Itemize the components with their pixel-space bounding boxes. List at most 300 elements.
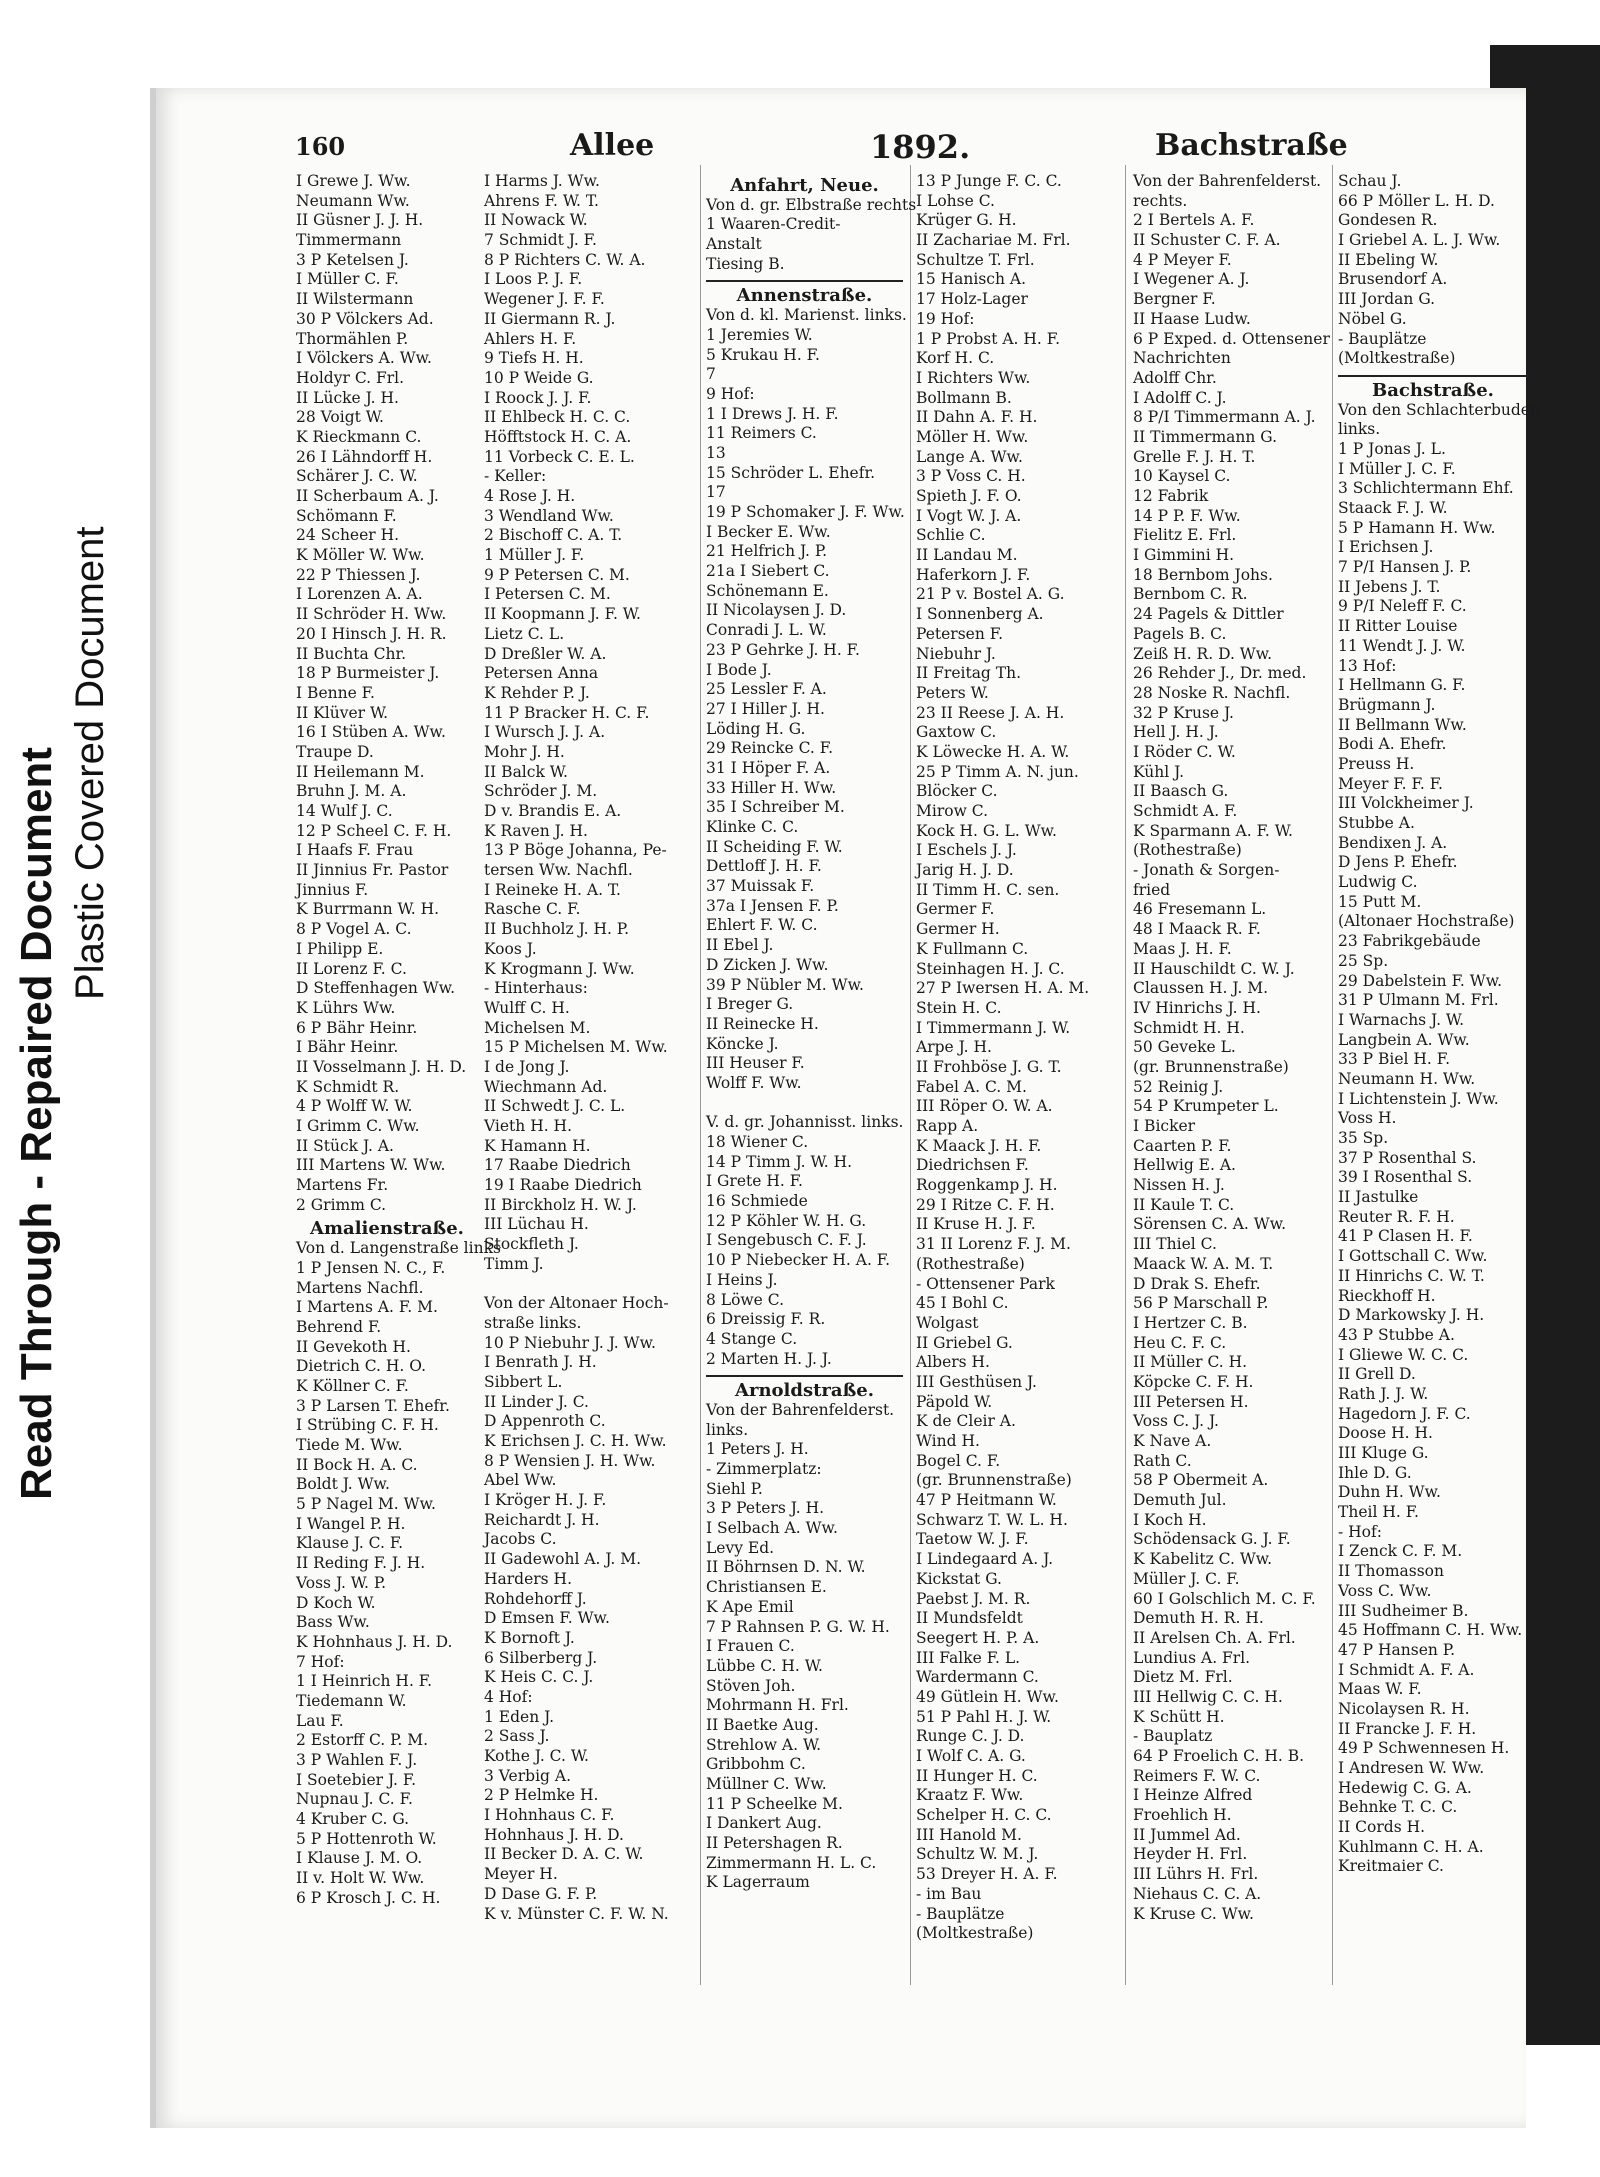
directory-entry: 25 P Timm A. N. jun. [916,762,1079,781]
directory-entry: 31 I Höper F. A. [706,758,831,777]
directory-entry: 26 Rehder J., Dr. med. [1133,664,1307,683]
header-right-street: Bachstraße [1155,128,1348,163]
directory-entry: I Timmermann J. W. [916,1018,1071,1037]
directory-entry: Meyer F. F. F. [1338,774,1443,793]
directory-entry: 52 Reinig J. [1133,1077,1224,1096]
directory-entry: Petersen Anna [484,664,599,683]
directory-entry: (gr. Brunnenstraße) [1133,1057,1289,1076]
directory-entry: 2 Grimm C. [296,1195,387,1214]
directory-entry: Brusendorf A. [1338,270,1448,289]
directory-entry: Kreitmaier C. [1338,1857,1444,1876]
directory-entry: Ihle D. G. [1338,1463,1412,1482]
directory-entry: Klinke C. C. [706,818,799,836]
directory-entry: II Klüver W. [296,703,389,722]
directory-entry: Roggenkamp J. H. [916,1176,1058,1195]
directory-entry: Ludwig C. [1338,873,1418,892]
directory-entry: Blöcker C. [916,782,998,801]
directory-entry: Reimers F. W. C. [1133,1766,1261,1785]
directory-entry: tersen Ww. Nachfl. [484,861,633,880]
side-label-plastic: Plastic Covered Document [68,526,112,1000]
directory-entry: D Drak S. Ehefr. [1133,1274,1261,1293]
directory-entry: 29 Dabelstein F. Ww. [1338,971,1503,990]
directory-entry: II Landau M. [916,546,1018,565]
directory-entry: Gribbohm C. [706,1755,806,1774]
directory-entry: K Schütt H. [1133,1707,1225,1726]
directory-entry: Rath C. [1133,1451,1192,1470]
directory-entry: 39 P Nübler M. Ww. [706,975,864,994]
directory-entry: II Lorenz F. C. [296,959,407,978]
directory-entry: D Zicken J. Ww. [706,955,829,974]
directory-entry: 21 P v. Bostel A. G. [916,585,1065,604]
directory-entry: Bendixen J. A. [1338,833,1448,852]
directory-entry: Tiesing B. [706,254,785,273]
directory-entry: 6 P Bähr Heinr. [296,1018,418,1037]
directory-entry: I Selbach A. Ww. [706,1519,838,1538]
directory-column-6 [1338,172,1540,1877]
directory-entry: 2 P Helmke H. [484,1786,599,1805]
directory-entry: - Keller: [484,467,547,486]
directory-entry: I Bähr Heinr. [296,1038,399,1057]
directory-entry: - Hinterhaus: [484,979,588,998]
directory-entry: I Bode J. [706,660,772,679]
directory-entry: Steinhagen H. J. C. [916,959,1065,978]
directory-entry: 66 P Möller L. H. D. [1338,191,1495,210]
directory-entry: I Grimm C. Ww. [296,1117,420,1135]
directory-entry: II Linder J. C. [484,1392,589,1411]
directory-entry: Behrend F. [296,1317,382,1336]
directory-entry: Päpold W. [916,1392,993,1411]
directory-entry: 23 P Gehrke J. H. F. [706,640,860,659]
directory-entry: 1 I Heinrich H. F. [296,1672,433,1691]
directory-entry: 16 I Stüben A. Ww. [296,723,446,742]
directory-entry: Stein H. C. [916,998,1002,1017]
directory-entry: Pagels B. C. [1133,624,1227,643]
page-header [295,128,1535,168]
directory-entry: Nicolaysen R. H. [1338,1699,1470,1718]
directory-entry: I Wangel P. H. [296,1514,406,1533]
directory-entry: Reuter R. F. H. [1338,1207,1455,1226]
directory-entry: 3 P Peters J. H. [706,1499,825,1518]
directory-entry: Nachrichten [1133,349,1231,368]
directory-entry: Mohr J. H. [484,742,565,761]
directory-entry: Kühl J. [1133,762,1185,781]
directory-entry: Voss C. Ww. [1338,1581,1432,1600]
header-left-street: Allee [570,128,655,163]
directory-entry: 4 Kruber C. G. [296,1810,410,1829]
directory-entry: 6 Dreissig F. R. [706,1310,826,1329]
directory-entry: II Ehlbeck H. C. C. [484,408,631,427]
directory-entry: Nupnau J. C. F. [296,1790,413,1809]
directory-entry: Stubbe A. [1338,814,1415,832]
directory-entry: II Reding F. J. H. [296,1554,426,1573]
directory-entry: D Markowsky J. H. [1338,1306,1485,1325]
directory-entry: Behnke T. C. C. [1338,1798,1458,1817]
directory-entry: Christiansen E. [706,1578,827,1597]
directory-entry: I Sengebusch C. F. J. [706,1231,867,1250]
directory-entry: 22 P Thiessen J. [296,565,421,584]
directory-entry: 2 Marten H. J. J. [706,1349,832,1368]
directory-entry: Langbein A. Ww. [1338,1030,1470,1049]
directory-entry: II Reinecke H. [706,1014,819,1033]
directory-entry: Rasche C. F. [484,900,581,919]
directory-entry: 1 P Jonas J. L. [1338,439,1446,458]
directory-entry: Lange A. Ww. [916,447,1023,466]
directory-entry: Heyder H. Frl. [1133,1845,1248,1864]
directory-entry: I Gottschall C. Ww. [1338,1247,1488,1266]
directory-entry: II Timm H. C. sen. [916,880,1060,899]
directory-column-5 [1133,172,1330,1924]
directory-entry: 28 Noske R. Nachfl. [1133,683,1291,702]
directory-entry: 25 Lessler F. A. [706,680,827,699]
directory-entry: 39 I Rosenthal S. [1338,1168,1473,1187]
directory-entry: 58 P Obermeit A. [1133,1471,1269,1490]
directory-entry: Nöbel G. [1338,309,1407,328]
directory-entry: Stockfleth J. [484,1235,579,1254]
directory-entry: II Kruse H. J. F. [916,1215,1036,1234]
directory-entry: II Hauschildt C. W. J. [1133,959,1295,978]
directory-entry: Hellwig E. A. [1133,1156,1236,1175]
directory-entry: 23 II Reese J. A. H. [916,703,1065,722]
directory-entry: Hohnhaus J. H. D. [484,1825,624,1844]
directory-entry: Bass Ww. [296,1613,370,1632]
directory-entry: Traupe D. [296,742,374,761]
directory-entry: Schelper H. C. C. [916,1806,1052,1825]
directory-entry: III Falke F. L. [916,1648,1021,1667]
directory-entry: K Lührs Ww. [296,998,396,1017]
directory-entry: Schultz W. M. J. [916,1845,1039,1864]
directory-entry: Meyer H. [484,1865,558,1884]
directory-entry: K Ape Emil [706,1597,794,1616]
directory-entry: Köncke J. [706,1034,779,1053]
directory-entry: rechts. [1133,191,1188,210]
directory-entry: 15 Putt M. [1338,892,1422,911]
directory-entry: 1 Eden J. [484,1707,555,1726]
directory-entry: (Moltkestraße) [916,1924,1034,1943]
directory-entry: II Heilemann M. [296,762,425,781]
directory-entry: 17 [706,483,726,502]
directory-entry: Seegert H. P. A. [916,1628,1040,1647]
directory-entry: I Kröger H. J. F. [484,1491,607,1510]
directory-entry: D Steffenhagen Ww. [296,979,456,998]
directory-entry: 7 [706,365,716,384]
directory-entry: 11 Reimers C. [706,424,817,443]
directory-entry: 3 Schlichtermann Ehf. [1338,479,1514,498]
directory-entry: I Sonnenberg A. [916,605,1044,624]
directory-entry: Schönemann E. [706,581,829,600]
directory-entry: III Hanold M. [916,1825,1022,1844]
directory-entry: II Ritter Louise [1338,617,1458,636]
directory-entry: Wegener J. F. F. [484,290,605,309]
directory-entry: Conradi J. L. W. [706,621,827,640]
directory-entry: Maas J. H. F. [1133,939,1232,958]
directory-entry: Lübbe C. H. W. [706,1656,823,1675]
directory-entry: 48 I Maack R. F. [1133,920,1261,939]
directory-entry: Albers H. [916,1353,990,1372]
directory-entry: 1 Peters J. H. [706,1440,809,1459]
directory-entry: 5 P Hottenroth W. [296,1829,437,1848]
directory-entry: Timm J. [484,1254,544,1273]
directory-entry: 7 Hof: [296,1652,345,1671]
directory-entry: Staack F. J. W. [1338,499,1448,517]
directory-entry: I Eschels J. J. [916,841,1017,860]
directory-entry: K Bornoft J. [484,1628,575,1647]
directory-entry: K Hohnhaus J. H. D. [296,1632,453,1651]
directory-entry: Lundius A. Frl. [1133,1648,1251,1667]
directory-entry: - Hof: [1338,1522,1382,1541]
directory-entry: Adolff Chr. [1133,368,1217,387]
directory-entry: 3 Verbig A. [484,1766,571,1785]
directory-entry: K Rehder P. J. [484,683,590,702]
directory-entry: I Dankert Aug. [706,1814,822,1833]
directory-entry: II Hinrichs C. W. T. [1338,1266,1485,1285]
directory-entry: D Dreßler W. A. [484,644,607,663]
directory-entry: K Kruse C. Ww. [1133,1904,1254,1923]
directory-entry: Ahrens F. W. T. [484,191,599,210]
directory-entry: links. [706,1420,749,1439]
directory-entry: Fabel A. C. M. [916,1077,1027,1096]
directory-entry: (Moltkestraße) [1338,349,1456,368]
directory-entry: 47 P Heitmann W. [916,1491,1057,1510]
directory-entry: Duhn H. Ww. [1338,1483,1441,1502]
directory-entry: 21a I Siebert C. [706,562,830,581]
directory-entry: 6 P Exped. d. Ottensener [1133,329,1330,348]
directory-entry: 19 P Schomaker J. F. Ww. [706,503,905,521]
directory-entry: K Maack J. H. F. [916,1136,1042,1155]
directory-entry: Rapp A. [916,1117,979,1135]
directory-entry: Nissen H. J. [1133,1176,1225,1195]
directory-entry: 10 Kaysel C. [1133,467,1231,486]
directory-entry: 29 Reincke C. F. [706,739,834,758]
directory-entry: 15 Schröder L. Ehefr. [706,463,876,482]
directory-entry: II Balck W. [484,762,568,781]
directory-entry: 4 Rose J. H. [484,487,576,505]
directory-entry: 45 I Bohl C. [916,1294,1009,1313]
directory-entry: Von der Bahrenfelderst. [706,1400,895,1419]
directory-entry: 31 II Lorenz F. J. M. [916,1235,1071,1254]
directory-entry: III Röper O. W. A. [916,1097,1053,1116]
directory-entry: K Burrmann W. H. [296,900,440,919]
directory-entry: II Gevekoth H. [296,1337,411,1356]
directory-entry: II Arelsen Ch. A. Frl. [1133,1628,1296,1647]
directory-entry: Thormählen P. [296,329,409,348]
directory-entry: 15 Hanisch A. [916,270,1027,289]
directory-entry: 3 P Larsen T. Ehefr. [296,1396,450,1415]
directory-entry: 37a I Jensen F. P. [706,896,839,915]
directory-entry: K Hamann H. [484,1136,591,1155]
directory-entry: Haferkorn J. F. [916,565,1031,584]
directory-entry: Lau F. [296,1711,344,1730]
directory-entry: II Dahn A. F. H. [916,408,1038,427]
directory-entry: Heu C. F. C. [1133,1333,1227,1352]
directory-entry: Jarig H. J. D. [916,861,1014,880]
directory-entry: 8 P Vogel A. C. [296,920,412,939]
directory-entry: Bruhn J. M. A. [296,782,407,801]
directory-entry: K Raven J. H. [484,821,588,840]
directory-entry: I Hellmann G. F. [1338,676,1466,695]
directory-entry: II Ebeling W. [1338,250,1439,269]
directory-entry: 31 P Ulmann M. Frl. [1338,991,1499,1010]
directory-entry: - Bauplätze [1338,329,1427,348]
directory-entry: Von den Schlachterbuden [1338,400,1540,419]
directory-entry: I Koch H. [1133,1510,1207,1529]
directory-entry: I Wegener A. J. [1133,270,1250,289]
directory-entry: II Timmermann G. [1133,427,1278,446]
directory-entry: Germer F. [916,900,995,919]
directory-entry: Holdyr C. Frl. [296,368,405,387]
directory-entry: I Klause J. M. O. [296,1849,423,1868]
directory-entry: 8 Löwe C. [706,1290,785,1309]
directory-entry: I Breger G. [706,995,794,1014]
directory-entry: II Bellmann Ww. [1338,715,1467,734]
directory-entry: Demuth H. R. H. [1133,1609,1264,1628]
directory-entry: I Lindegaard A. J. [916,1550,1054,1569]
directory-entry: II Francke J. F. H. [1338,1719,1477,1738]
directory-entry: Wiechmann Ad. [484,1077,608,1096]
directory-entry: II Mundsfeldt [916,1609,1023,1628]
directory-entry: Möller H. Ww. [916,427,1029,446]
directory-entry: - Bauplätze [916,1904,1005,1923]
directory-entry: 1 P Jensen N. C., F. [296,1258,446,1277]
directory-entry: III Jordan G. [1338,290,1436,309]
directory-entry: 6 P Krosch J. C. H. [296,1888,441,1907]
directory-entry: 11 Wendt J. J. W. [1338,636,1466,655]
directory-entry: Kothe J. C. W. [484,1747,589,1765]
directory-entry: 35 Sp. [1338,1129,1389,1147]
directory-entry: I Griebel A. L. J. Ww. [1338,231,1501,250]
directory-entry: 3 P Wahlen F. J. [296,1751,418,1769]
directory-entry: Ehlert F. W. C. [706,916,818,935]
directory-entry: II Schwedt J. C. L. [484,1097,626,1116]
directory-entry: 12 P Köhler W. H. G. [706,1211,867,1230]
directory-entry: Timmermann [296,231,402,250]
directory-entry: I Müller J. C. F. [1338,459,1456,478]
directory-entry: I Roock J. J. F. [484,388,592,407]
directory-entry: 51 P Pahl H. J. W. [916,1707,1052,1726]
directory-entry: Kuhlmann C. H. A. [1338,1837,1484,1856]
directory-entry: Dettloff J. H. F. [706,857,822,876]
directory-entry: I Philipp E. [296,939,384,958]
directory-entry: 54 P Krumpeter L. [1133,1097,1279,1116]
directory-entry: II Giermann R. J. [484,309,616,328]
directory-entry: K Lagerraum [706,1873,810,1892]
directory-entry: III Martens W. Ww. [296,1156,446,1175]
directory-entry: II Scherbaum A. J. [296,487,439,505]
directory-entry: 8 P/I Timmermann A. J. [1133,408,1316,427]
directory-column-3 [706,172,917,1893]
directory-entry: Müllner C. Ww. [706,1775,827,1793]
directory-entry: I Müller C. F. [296,270,399,289]
directory-entry: 49 Gütlein H. Ww. [916,1687,1059,1706]
directory-entry: Köpcke C. F. H. [1133,1372,1254,1391]
directory-entry: II Schröder H. Ww. [296,605,447,624]
directory-column-2 [484,172,670,1924]
directory-entry: I Soetebier J. F. [296,1770,417,1789]
directory-entry: III Thiel C. [1133,1235,1217,1254]
directory-entry: 35 I Schreiber M. [706,798,845,817]
directory-entry: 1 I Drews J. H. F. [706,404,839,423]
directory-entry: Voss H. [1338,1109,1397,1128]
directory-entry: Zimmermann H. L. C. [706,1853,877,1872]
directory-entry: - Ottensener Park [916,1274,1055,1293]
directory-entry: Wulff C. H. [484,998,570,1017]
directory-entry: 13 P Böge Johanna, Pe- [484,841,667,860]
directory-entry: 14 Wulf J. C. [296,802,393,820]
directory-entry: Runge C. J. D. [916,1727,1025,1746]
directory-entry: Harders H. [484,1569,572,1588]
directory-entry: Von der Altonaer Hoch- [484,1294,669,1313]
directory-entry: Neumann Ww. [296,191,410,210]
directory-entry: Gaxtow C. [916,723,997,742]
directory-entry: II Müller C. H. [1133,1353,1248,1372]
directory-entry: 46 Fresemann L. [1133,900,1267,919]
directory-entry: 64 P Froelich C. H. B. [1133,1747,1305,1765]
directory-entry: 1 Waaren-Credit- [706,215,841,234]
directory-entry: II Wilstermann [296,290,414,309]
directory-entry: 3 P Voss C. H. [916,467,1026,486]
directory-entry: Schau J. [1338,172,1402,190]
directory-entry: I Lohse C. [916,191,995,210]
directory-entry: I Heins J. [706,1270,778,1289]
directory-entry: (Rothestraße) [1133,841,1242,860]
directory-entry: Bergner F. [1133,290,1216,309]
directory-entry: 3 P Ketelsen J. [296,250,409,269]
directory-entry: Korf H. C. [916,349,995,368]
directory-entry: 1 P Probst A. H. F. [916,329,1061,348]
directory-entry: K Sparmann A. F. W. [1133,821,1293,840]
directory-entry: Boldt J. Ww. [296,1475,390,1494]
directory-entry: Neumann H. Ww. [1338,1069,1476,1088]
directory-entry: I Vogt W. J. A. [916,506,1022,525]
street-heading: Arnoldstraße. [735,1380,874,1402]
directory-entry: 49 P Schwennesen H. [1338,1739,1510,1758]
directory-entry: Krüger G. H. [916,211,1017,230]
directory-entry: Claussen H. J. M. [1133,979,1269,998]
directory-entry: I Lichtenstein J. Ww. [1338,1089,1499,1108]
directory-entry: (Rothestraße) [916,1254,1025,1273]
directory-entry: 9 Tiefs H. H. [484,349,584,368]
directory-column-1 [296,172,501,1909]
directory-entry: 17 Raabe Diedrich [484,1156,631,1175]
directory-entry: 27 I Hiller J. H. [706,699,825,718]
directory-entry: II Ebel J. [706,936,774,955]
directory-entry: II Cords H. [1338,1818,1426,1837]
directory-entry: Vieth H. H. [484,1117,573,1135]
directory-entry: Schwarz T. W. L. H. [916,1510,1068,1529]
directory-entry: III Volckheimer J. [1338,794,1474,813]
directory-entry: K Möller W. Ww. [296,546,425,565]
directory-entry: D Jens P. Ehefr. [1338,853,1458,872]
directory-entry: Ahlers H. F. [484,329,577,348]
directory-entry: I Erichsen J. [1338,538,1434,557]
directory-entry: Maas W. F. [1338,1680,1422,1699]
directory-entry: 10 P Niebuhr J. J. Ww. [484,1333,656,1352]
directory-entry: Petersen F. [916,624,1004,643]
directory-entry: 9 P Petersen C. M. [484,565,630,584]
directory-entry: Von d. gr. Elbstraße rechts [706,195,917,214]
directory-entry: 4 P Meyer F. [1133,250,1232,269]
directory-entry: I Haafs F. Frau [296,841,414,860]
directory-entry: II Nowack W. [484,211,588,230]
directory-entry: 24 Scheer H. [296,526,400,545]
directory-entry: D Dase G. F. P. [484,1884,598,1903]
directory-entry: II Jebens J. T. [1338,577,1441,596]
directory-entry: 14 P Timm J. W. H. [706,1152,853,1171]
directory-entry: 19 I Raabe Diedrich [484,1176,642,1195]
directory-entry: I Benne F. [296,683,375,702]
directory-entry: 2 Sass J. [484,1727,550,1746]
directory-entry: II Jinnius Fr. Pastor [296,861,449,880]
directory-entry: K Erichsen J. C. H. Ww. [484,1432,667,1450]
